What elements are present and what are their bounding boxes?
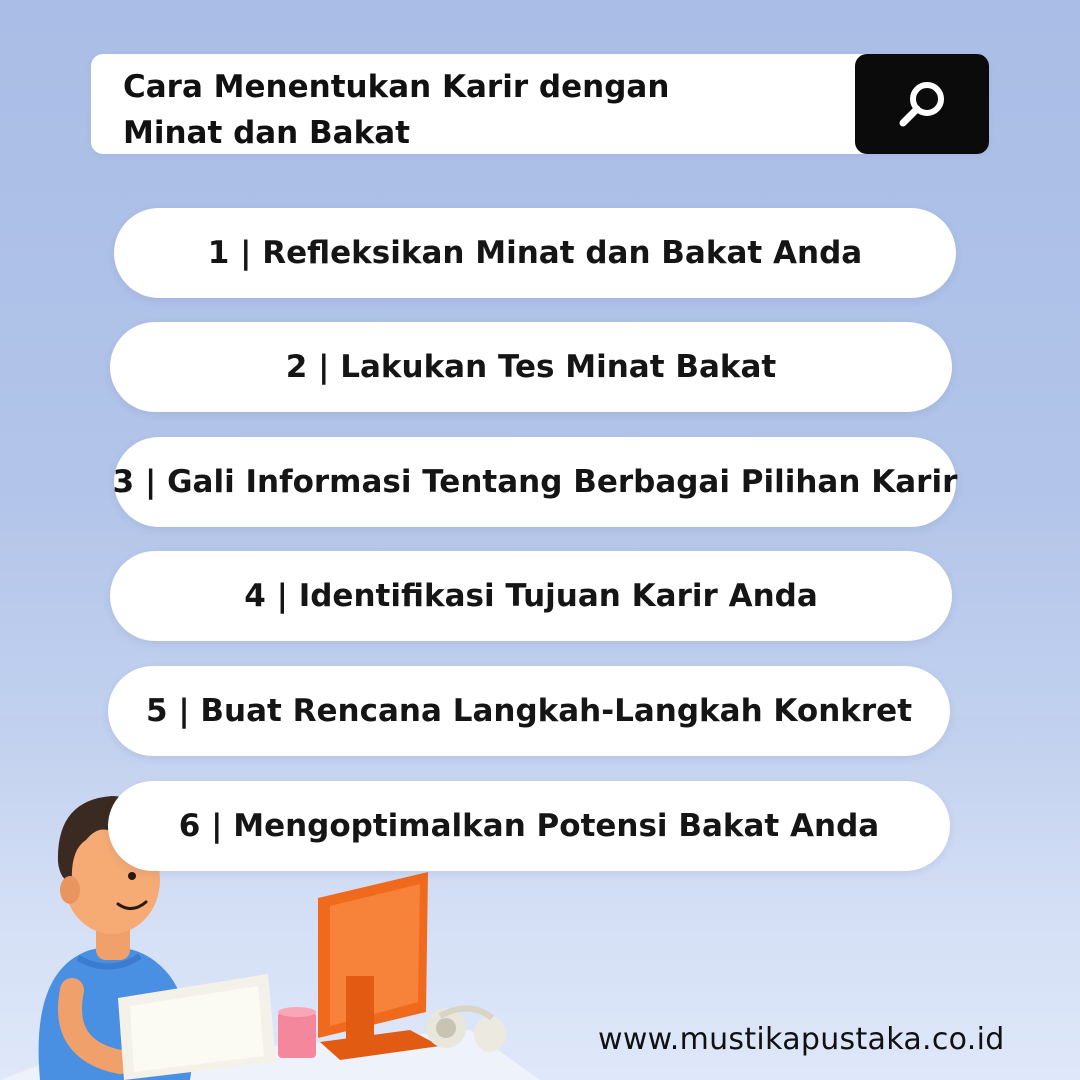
search-query-text[interactable]: Cara Menentukan Karir dengan Minat dan Bakat [123, 69, 670, 151]
step-2 [110, 322, 952, 412]
step-3-label: 3 | Gali Informasi Tentang Berbagai Pilihan Karir [112, 464, 958, 500]
step-6-label: 6 | Mengoptimalkan Potensi Bakat Anda [178, 808, 880, 844]
step-2-label: 2 | Lakukan Tes Minat Bakat [285, 349, 777, 385]
step-5-label: 5 | Buat Rencana Langkah-Langkah Konkret [145, 693, 913, 729]
cup-illustration [278, 1007, 316, 1058]
step-5 [108, 666, 950, 756]
step-1-label: 1 | Refleksikan Minat dan Bakat Anda [207, 235, 863, 271]
website-url[interactable]: www.mustikapustaka.co.id [598, 1022, 1005, 1057]
step-3 [114, 437, 956, 527]
search-icon [893, 75, 951, 133]
search-bar[interactable] [91, 54, 989, 154]
step-4 [110, 551, 952, 641]
search-button[interactable] [855, 54, 989, 154]
monitor-illustration [318, 872, 440, 1060]
step-4-label: 4 | Identifikasi Tujuan Karir Anda [244, 578, 818, 614]
step-6 [108, 781, 950, 871]
step-1 [114, 208, 956, 298]
